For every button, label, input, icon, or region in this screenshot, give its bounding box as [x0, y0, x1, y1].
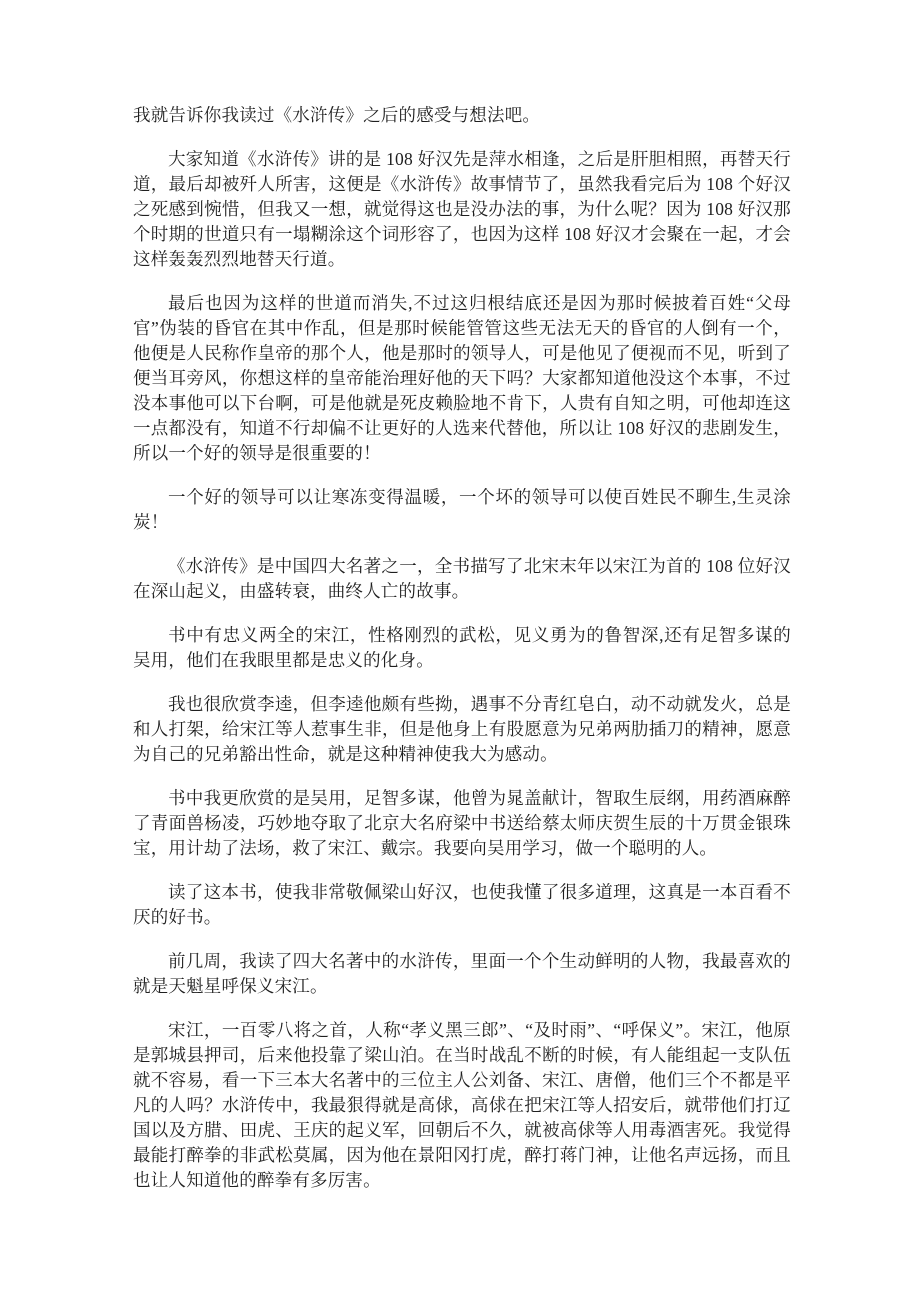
paragraph: 《水浒传》是中国四大名著之一，全书描写了北宋末年以宋江为首的 108 位好汉在深山起义，由盛转衰，曲终人亡的故事。 [133, 556, 791, 601]
paragraph: 书中我更欣赏的是吴用，足智多谋，他曾为晁盖献计，智取生辰纲，用药酒麻醉了青面兽杨凌，巧妙地夺取了北京大名府梁中书送给蔡太师庆贺生辰的十万贯金银珠宝，用计劫了法场，救了宋江、戴宗。我要向吴用学习，做一个聪明的人。 [133, 788, 791, 858]
paragraph: 书中有忠义两全的宋江，性格刚烈的武松，见义勇为的鲁智深,还有足智多谋的吴用，他们在我眼里都是忠义的化身。 [133, 625, 791, 670]
paragraph: 宋江，一百零八将之首，人称“孝义黑三郎”、“及时雨”、“呼保义”。宋江，他原是郭城县押司，后来他投靠了梁山泊。在当时战乱不断的时候，有人能组起一支队伍就不容易，看一下三本大名著中的三位主人公刘备、宋江、唐僧，他们三个不都是平凡的人吗？水浒传中，我最狠得就是高俅，高俅在把宋江等人招安后，就带他们打辽国以及方腊、田虎、王庆的起义军，回朝后不久，就被高俅等人用毒酒害死。我觉得最能打醉拳的非武松莫属，因为他在景阳冈打虎，醉打蒋门神，让他名声远扬，而且也让人知道他的醉拳有多厉害。 [133, 1020, 791, 1190]
document-body [133, 103, 791, 1212]
paragraph: 读了这本书，使我非常敬佩梁山好汉，也使我懂了很多道理，这真是一本百看不厌的好书。 [133, 882, 791, 927]
paragraph: 我就告诉你我读过《水浒传》之后的感受与想法吧。 [133, 105, 541, 125]
paragraph: 一个好的领导可以让寒冻变得温暖，一个坏的领导可以使百姓民不聊生,生灵涂炭！ [133, 487, 791, 532]
paragraph: 最后也因为这样的世道而消失,不过这归根结底还是因为那时候披着百姓“父母官”伪装的昏官在其中作乱，但是那时候能管管这些无法无天的昏官的人倒有一个，他便是人民称作皇帝的那个人，他是那时的领导人，可是他见了便视而不见，听到了便当耳旁风，你想这样的皇帝能治理好他的天下吗？大家都知道他没这个本事，不过没本事他可以下台啊，可是他就是死皮赖脸地不肯下，人贵有自知之明，可他却连这一点都没有，知道不行却偏不让更好的人选来代替他，所以让 108 好汉的悲剧发生，所以一个好的领导是很重要的！ [133, 293, 791, 463]
paragraph: 前几周，我读了四大名著中的水浒传，里面一个个生动鲜明的人物，我最喜欢的就是天魁星呼保义宋江。 [133, 951, 791, 996]
paragraph: 我也很欣赏李逵，但李逵他颇有些拗，遇事不分青红皂白，动不动就发火，总是和人打架，给宋江等人惹事生非，但是他身上有股愿意为兄弟两肋插刀的精神，愿意为自己的兄弟豁出性命，就是这种精神使我大为感动。 [133, 694, 791, 764]
paragraph: 大家知道《水浒传》讲的是 108 好汉先是萍水相逢，之后是肝胆相照，再替天行道，最后却被歼人所害，这便是《水浒传》故事情节了，虽然我看完后为 108 个好汉之死感到惋惜，但我又一想，就觉得这也是没办法的事，为什么呢？因为 108 好汉那个时期的世道只有一塌糊涂这个词形容了，也因为这样 108 好汉才会聚在一起，才会这样轰轰烈烈地替天行道。 [133, 149, 791, 269]
